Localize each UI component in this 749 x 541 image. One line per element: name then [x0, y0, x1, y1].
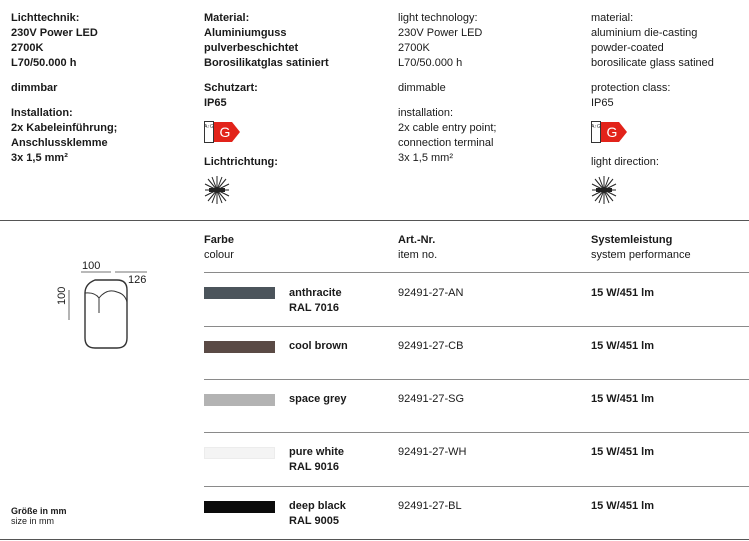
light-technology-label: light technology: — [398, 12, 478, 24]
light-technology-line: 230V Power LED — [398, 27, 483, 39]
colour-name: space grey — [289, 393, 347, 405]
material-line: Aluminiumguss — [204, 27, 287, 39]
header-farbe: Farbe — [204, 234, 234, 246]
colour-ral: RAL 9016 — [289, 461, 339, 473]
material-line: Borosilikatglas satiniert — [204, 57, 329, 69]
colour-swatch-anthracite — [204, 287, 275, 299]
table-divider — [204, 326, 749, 327]
spec-col-material-en — [591, 11, 714, 111]
section-divider — [0, 220, 749, 221]
article-number: 92491-27-WH — [398, 446, 467, 458]
dimension-height: 100 — [56, 286, 68, 305]
colour-name: deep black — [289, 500, 346, 512]
table-divider — [204, 272, 749, 273]
spec-col-light-technology — [398, 11, 496, 166]
header-colour-en: colour — [204, 249, 234, 261]
table-row — [289, 499, 346, 529]
installation-en-line: connection terminal — [398, 137, 494, 149]
spec-col-material — [204, 11, 329, 111]
table-divider — [204, 486, 749, 487]
size-note — [11, 506, 67, 526]
material-en-line: aluminium die-casting — [591, 27, 698, 39]
colour-ral: RAL 9005 — [289, 515, 339, 527]
lichttechnik-line: 230V Power LED — [11, 27, 98, 39]
light-technology-line: L70/50.000 h — [398, 57, 463, 69]
header-systemleistung: Systemleistung — [591, 234, 673, 246]
lichttechnik-label: Lichttechnik: — [11, 12, 80, 24]
schutzart-label: Schutzart: — [204, 82, 258, 94]
table-row — [289, 445, 344, 475]
colour-name: anthracite — [289, 287, 342, 299]
table-row — [289, 286, 342, 316]
schutzart-value: IP65 — [204, 97, 227, 109]
energy-scale-en-text: A↑G — [591, 124, 601, 130]
dimension-drawing — [55, 258, 155, 358]
colour-ral: RAL 7016 — [289, 302, 339, 314]
installation-label: Installation: — [11, 107, 73, 119]
energy-class-text: G — [219, 124, 231, 140]
header-article — [398, 233, 437, 263]
light-direction-icon — [204, 175, 230, 205]
table-divider — [204, 379, 749, 380]
header-colour — [204, 233, 234, 263]
light-direction-en-icon — [591, 175, 617, 205]
installation-en-line: 3x 1,5 mm² — [398, 152, 454, 164]
dimmable-label: dimmable — [398, 82, 446, 94]
energy-label-icon — [204, 121, 244, 143]
table-row — [289, 392, 346, 407]
dimension-depth: 126 — [128, 274, 147, 286]
article-number: 92491-27-AN — [398, 287, 464, 299]
material-en-line: powder-coated — [591, 42, 664, 54]
energy-label-en-icon — [591, 121, 631, 143]
header-artnr: Art.-Nr. — [398, 234, 436, 246]
system-performance: 15 W/451 lm — [591, 500, 654, 512]
article-number: 92491-27-CB — [398, 340, 464, 352]
lichtrichtung-label: Lichtrichtung: — [204, 156, 278, 168]
header-itemno: item no. — [398, 249, 438, 261]
colour-name: cool brown — [289, 340, 348, 352]
lichttechnik-line: L70/50.000 h — [11, 57, 77, 69]
material-en-line: borosilicate glass satined — [591, 57, 714, 69]
installation-line: 2x Kabeleinführung; — [11, 122, 118, 134]
system-performance: 15 W/451 lm — [591, 393, 654, 405]
colour-swatch-space-grey — [204, 394, 275, 406]
lichttechnik-line: 2700K — [11, 42, 44, 54]
installation-en-line: 2x cable entry point; — [398, 122, 497, 134]
colour-swatch-deep-black — [204, 501, 275, 513]
size-label-en: size in mm — [11, 516, 55, 526]
colour-swatch-cool-brown — [204, 341, 275, 353]
material-en-label: material: — [591, 12, 634, 24]
energy-scale-text: A↑G — [204, 124, 214, 130]
article-number: 92491-27-BL — [398, 500, 462, 512]
material-label: Material: — [204, 12, 250, 24]
spec-col-lichttechnik — [11, 11, 117, 166]
header-performance — [591, 233, 691, 263]
article-number: 92491-27-SG — [398, 393, 465, 405]
system-performance: 15 W/451 lm — [591, 340, 654, 352]
header-system-performance: system performance — [591, 249, 691, 261]
dimmbar-label: dimmbar — [11, 82, 58, 94]
light-direction-label: light direction: — [591, 156, 659, 168]
system-performance: 15 W/451 lm — [591, 446, 654, 458]
table-row — [289, 339, 348, 354]
protection-class-value: IP65 — [591, 97, 614, 109]
bottom-divider — [0, 539, 749, 540]
colour-swatch-pure-white — [204, 447, 275, 459]
protection-class-label: protection class: — [591, 82, 671, 94]
table-divider — [204, 432, 749, 433]
light-technology-line: 2700K — [398, 42, 430, 54]
colour-name: pure white — [289, 446, 345, 458]
material-line: pulverbeschichtet — [204, 42, 299, 54]
installation-line: 3x 1,5 mm² — [11, 152, 68, 164]
size-label-de: Größe in mm — [11, 506, 67, 516]
installation-en-label: installation: — [398, 107, 454, 119]
dimension-width: 100 — [82, 260, 101, 272]
system-performance: 15 W/451 lm — [591, 287, 654, 299]
energy-class-en-text: G — [606, 124, 618, 140]
installation-line: Anschlussklemme — [11, 137, 108, 149]
